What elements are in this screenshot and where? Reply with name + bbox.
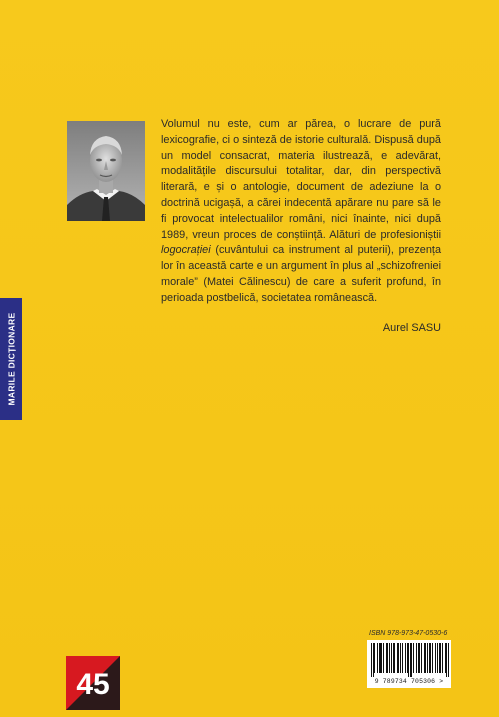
barcode-bar — [373, 643, 374, 677]
barcode-bar — [407, 643, 408, 673]
isbn-label: ISBN 978-973-47-0530-6 — [369, 630, 448, 637]
barcode-bar — [413, 643, 414, 673]
publisher-logo-mark — [66, 656, 120, 710]
barcode-bar — [448, 643, 449, 677]
barcode-bar — [391, 643, 392, 673]
barcode-bar — [435, 643, 436, 673]
barcode-bar — [387, 643, 388, 673]
blurb-italic-term: logocrației — [161, 244, 211, 257]
barcode-bar — [416, 643, 417, 673]
blurb-text-part1: Volumul nu este, cum ar părea, o lucrare de pură lexicografie, ci o sinteză de istorie culturală. Dispusă după un model consacrat, materia ilustrează, e adevărat, modalitățile discursului totalitar, dar, din perspectivă literară, e și o antologie, document de adeziune la o doctrină ucigașă, a cărei indecentă apărare nu pare să le fi provocat intelectualilor români, nici înainte, nici după 1989, vreun proces de conștiință. Alături de profesioniștii — [161, 118, 441, 241]
barcode-bars — [367, 640, 451, 678]
blurb-author: Aurel SASU — [382, 322, 441, 334]
barcode-bar — [393, 643, 394, 673]
series-label: MARILE DICȚIONARE — [6, 312, 16, 406]
barcode-bar — [405, 643, 406, 673]
barcode-bar — [442, 643, 443, 673]
barcode-bar — [371, 643, 372, 677]
blurb-text-part2: (cuvântului ca instrument al puterii), prezența lor în această carte e un argument în plus al „schizofreniei morale” (Matei Călinescu) de care a suferit profund, în perioada postbelică, societatea românească. — [161, 244, 441, 304]
barcode-digits: 9 789734 705306 > — [374, 678, 444, 685]
author-portrait-image — [67, 121, 145, 221]
barcode-bar — [418, 643, 419, 673]
barcode-bar — [397, 643, 398, 673]
barcode-bar — [381, 643, 382, 673]
barcode-bar — [427, 643, 428, 673]
barcode-bar — [439, 643, 440, 673]
barcode-bar — [421, 643, 422, 673]
barcode-bar — [408, 643, 409, 677]
barcode-bar — [379, 643, 380, 673]
barcode-bar — [386, 643, 387, 673]
barcode-bar — [402, 643, 403, 673]
series-spine-tab — [0, 298, 22, 420]
barcode-bar — [400, 643, 401, 673]
barcode-bar — [398, 643, 399, 673]
barcode-bar — [424, 643, 425, 673]
barcode-bar — [430, 643, 431, 673]
barcode-bar — [394, 643, 395, 673]
barcode-bar — [446, 643, 447, 677]
barcode-bar — [429, 643, 430, 673]
barcode-bar — [411, 643, 412, 677]
barcode-bar — [419, 643, 420, 673]
barcode-bar — [445, 643, 446, 673]
publisher-logo — [66, 656, 120, 710]
barcode-bar — [410, 643, 411, 677]
back-cover-blurb — [161, 117, 441, 307]
barcode-bar — [432, 643, 433, 673]
author-photo — [67, 121, 145, 221]
publisher-logo-text: 45 — [76, 668, 110, 701]
barcode-bar — [377, 643, 378, 673]
barcode-bar — [437, 643, 438, 673]
barcode-bar — [389, 643, 390, 673]
barcode-bar — [374, 643, 375, 673]
barcode-bar — [383, 643, 384, 673]
barcode-bar — [440, 643, 441, 673]
barcode-bar — [380, 643, 381, 673]
barcode-bar — [425, 643, 426, 673]
